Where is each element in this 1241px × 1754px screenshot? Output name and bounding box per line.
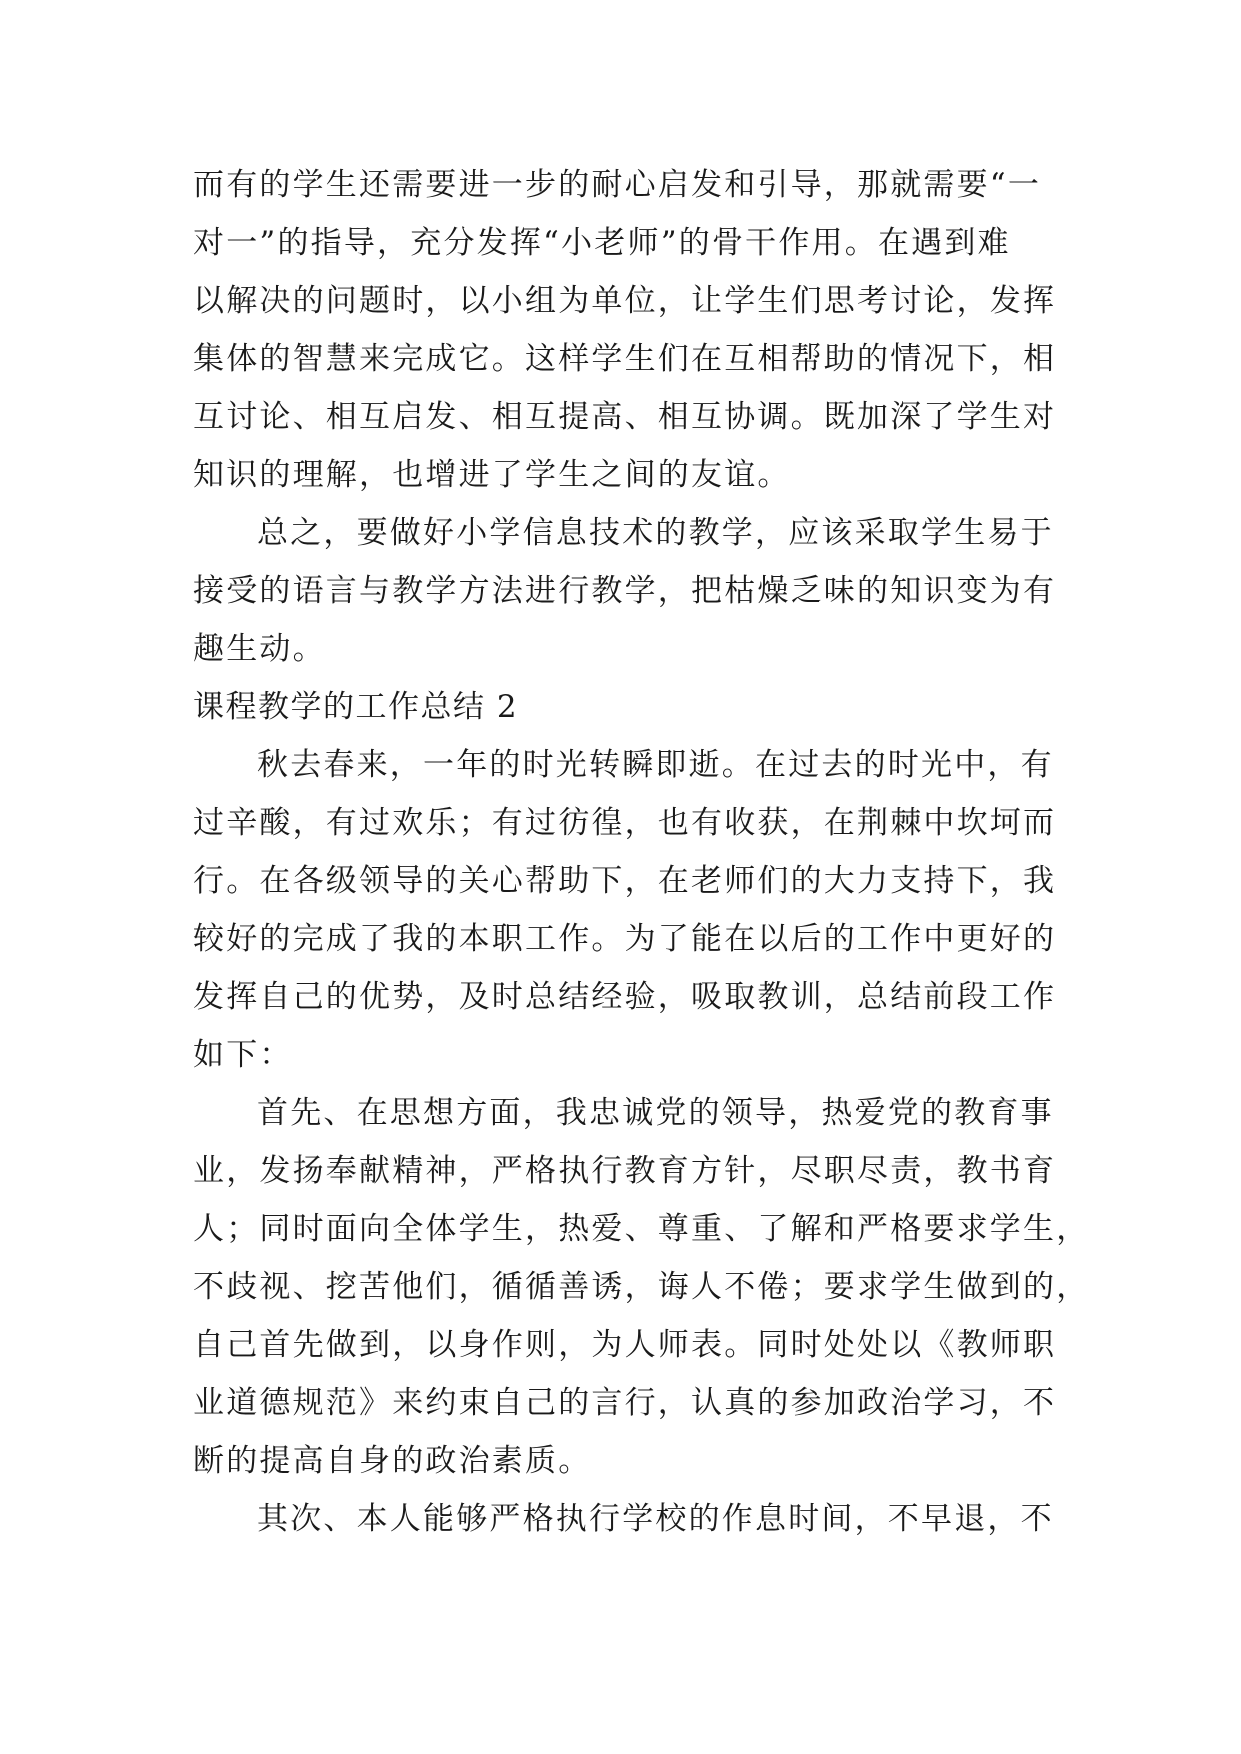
text-line: 如下： xyxy=(193,1037,293,1073)
text-line: 自己首先做到，以身作则，为人师表。同时处处以《教师职 xyxy=(193,1327,1057,1363)
text-line: 过辛酸，有过欢乐；有过彷徨，也有收获，在荆棘中坎坷而 xyxy=(193,805,1057,841)
text-line: 发挥自己的优势，及时总结经验，吸取教训，总结前段工作 xyxy=(193,979,1057,1015)
text-line: 趣生动。 xyxy=(193,631,326,667)
text-line: 以解决的问题时，以小组为单位，让学生们思考讨论，发挥 xyxy=(193,283,1057,319)
text-line: 知识的理解，也增进了学生之间的友谊。 xyxy=(193,457,791,493)
paragraph-first-line: 秋去春来，一年的时光转瞬即逝。在过去的时光中，有 xyxy=(257,747,1054,783)
text-line: 互讨论、相互启发、相互提高、相互协调。既加深了学生对 xyxy=(193,399,1057,435)
text-line: 对一”的指导，充分发挥“小老师”的骨干作用。在遇到难 xyxy=(193,225,1011,261)
text-line: 断的提高自身的政治素质。 xyxy=(193,1443,592,1479)
text-line: 人；同时面向全体学生，热爱、尊重、了解和严格要求学生， xyxy=(193,1211,1090,1247)
paragraph-first-line: 其次、本人能够严格执行学校的作息时间，不早退，不 xyxy=(257,1501,1054,1537)
text-line: 不歧视、挖苦他们，循循善诱，诲人不倦；要求学生做到的， xyxy=(193,1269,1090,1305)
paragraph-first-line: 总之，要做好小学信息技术的教学，应该采取学生易于 xyxy=(257,515,1054,551)
text-line: 业道德规范》来约束自己的言行，认真的参加政治学习，不 xyxy=(193,1385,1057,1421)
section-heading: 课程教学的工作总结 2 xyxy=(193,689,519,725)
text-line: 而有的学生还需要进一步的耐心启发和引导，那就需要“一 xyxy=(193,167,1042,203)
text-line: 接受的语言与教学方法进行教学，把枯燥乏味的知识变为有 xyxy=(193,573,1057,609)
document-body xyxy=(193,156,1090,1548)
text-line: 较好的完成了我的本职工作。为了能在以后的工作中更好的 xyxy=(193,921,1057,957)
text-line: 业，发扬奉献精神，严格执行教育方针，尽职尽责，教书育 xyxy=(193,1153,1057,1189)
text-line: 集体的智慧来完成它。这样学生们在互相帮助的情况下，相 xyxy=(193,341,1057,377)
text-line: 行。在各级领导的关心帮助下，在老师们的大力支持下，我 xyxy=(193,863,1057,899)
paragraph-first-line: 首先、在思想方面，我忠诚党的领导，热爱党的教育事 xyxy=(257,1095,1054,1131)
